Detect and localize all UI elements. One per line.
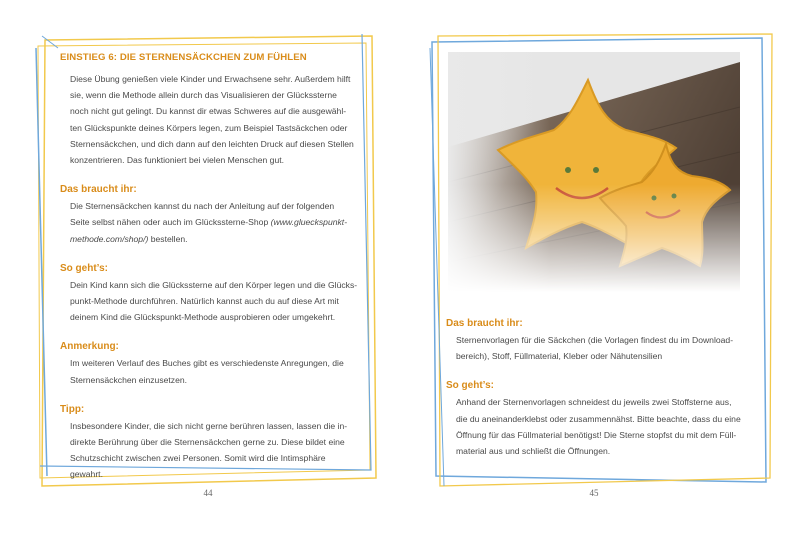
left-page-content: [60, 52, 360, 491]
page-number: 44: [203, 488, 213, 498]
note-paragraph: [60, 355, 360, 387]
text-line: die du aneinanderklebst oder zusammennähst. Bitte beachte, dass du eine: [456, 413, 741, 424]
photo-illustration: [448, 52, 740, 292]
section-title-materials: Das braucht ihr:: [60, 184, 137, 196]
howto-paragraph: [446, 394, 744, 459]
section-title-note: Anmerkung:: [60, 341, 119, 353]
star-pillows-photo: [448, 52, 740, 292]
text-line: Insbesondere Kinder, die sich nicht gerne berühren lassen, lassen die in-: [70, 420, 348, 431]
text-line: Im weiteren Verlauf des Buches gibt es verschiedenste Anregungen, die: [70, 358, 344, 369]
text-line: sie, wenn die Methode allein durch das Visualisieren der Glückssterne: [70, 90, 337, 101]
text-fragment: bestellen.: [148, 233, 188, 244]
text-line: ten Glückspunkte deines Körpers legen, zum Beispiel Tastsäckchen oder: [70, 122, 348, 133]
text-line: konzentrieren. Das funktioniert bei vielen Menschen gut.: [70, 155, 285, 166]
shop-link[interactable]: (www.glueckspunkt-: [270, 217, 348, 228]
text-line: Sternenvorlagen für die Säckchen (die Vorlagen findest du im Download-: [456, 335, 734, 345]
text-line: Sternensäckchen, und dich dann auf den leichten Druck auf diesen Stellen: [70, 138, 354, 149]
text-line: bereich), Stoff, Füllmaterial, Kleber oder Nähutensilien: [456, 351, 663, 362]
intro-paragraph: [60, 71, 360, 168]
text-line: Sternensäckchen einzusetzen.: [70, 374, 188, 385]
shop-link[interactable]: methode.com/shop/): [70, 233, 149, 244]
text-line: Öffnung für das Füllmaterial benötigst! Die Sterne stopfst du mit dem Füll-: [456, 429, 737, 440]
text-line: Die Sternensäckchen kannst du nach der Anleitung auf der folgenden: [70, 201, 335, 212]
howto-paragraph: [60, 277, 360, 326]
text-line: [70, 214, 360, 230]
text-line: Schutzschicht zwischen zwei Personen. Somit wird die Intimsphäre gewahrt.: [70, 453, 326, 480]
page-heading: EINSTIEG 6: DIE STERNENSÄCKCHEN ZUM FÜHLEN: [60, 52, 307, 63]
page-number: 45: [589, 488, 599, 498]
right-page-content: [446, 318, 744, 467]
text-line: noch nicht gut gelingt. Du kannst dir etwas Schweres auf die ausgewähl-: [70, 106, 347, 117]
text-fragment: Seite selbst nähen oder auch im Glückssterne-Shop: [70, 217, 271, 228]
text-line: deinem Kind die Glückspunkt-Methode ausprobieren oder umgekehrt.: [70, 312, 336, 323]
section-title-tip: Tipp:: [60, 403, 85, 415]
materials-paragraph: [446, 332, 744, 364]
text-line: Anhand der Sternenvorlagen schneidest du jeweils zwei Stoffsterne aus,: [456, 397, 732, 408]
section-title-howto: So geht’s:: [446, 380, 494, 392]
section-title-howto: So geht’s:: [60, 262, 108, 274]
materials-paragraph: [60, 198, 360, 247]
right-page: [400, 0, 800, 542]
text-line: material aus und schließt die Öffnungen.: [456, 446, 611, 457]
text-line: punkt-Methode durchführen. Natürlich kannst auch du auf diese Art mit: [70, 296, 339, 307]
tip-paragraph: [60, 418, 360, 483]
text-line: Diese Übung genießen viele Kinder und Erwachsene sehr. Außerdem hilft: [70, 74, 351, 84]
text-line: [70, 231, 360, 247]
text-line: direkte Berührung über die Sternensäckchen gerne zu. Diese bildet eine: [70, 437, 345, 448]
text-line: Dein Kind kann sich die Glückssterne auf den Körper legen und die Glücks-: [70, 279, 358, 290]
section-title-materials: Das braucht ihr:: [446, 318, 523, 329]
